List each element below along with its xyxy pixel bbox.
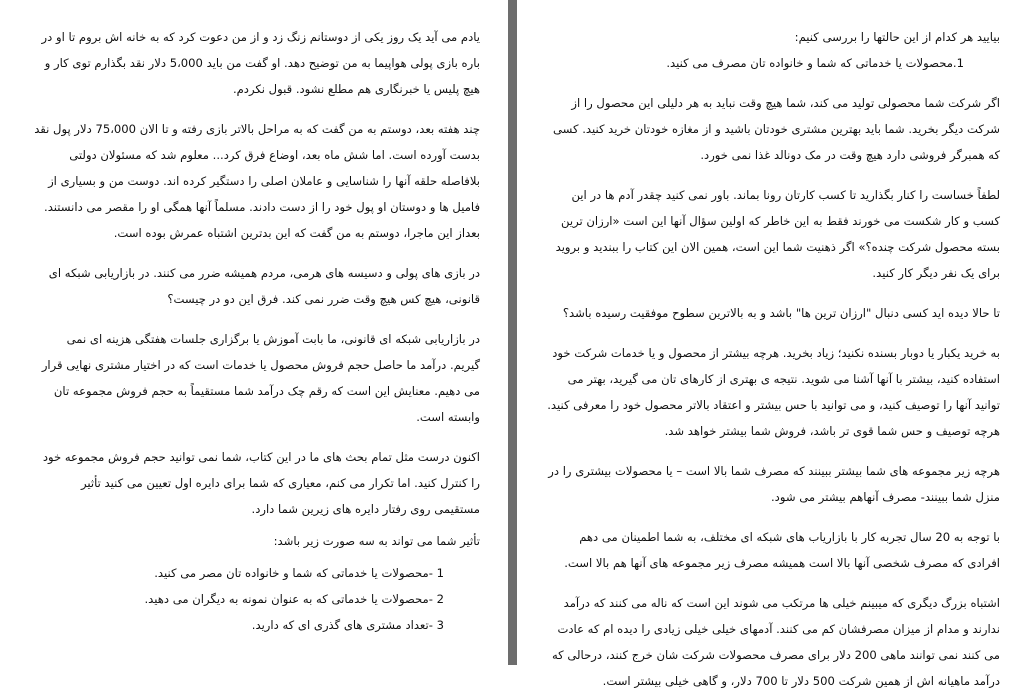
- right-paragraph-1: اگر شرکت شما محصولی تولید می کند، شما هیچ وقت نباید به هر دلیلی این محصول را از شرکت دیگر بخرید. شما باید بهترین مشتری خودتان باشید و از مغازه خودتان خرید کنید. کسی که همبرگر فروشی دارد هیچ وقت در مک دونالد غذا نمی خورد.: [552, 96, 1000, 162]
- left-paragraph-1: یادم می آید یک روز یکی از دوستانم زنگ زد و از من دعوت کرد که به خانه اش بروم تا او در باره بازی پولی هواپیما به من توضیح دهد. او گفت من باید 5،000 دلار نقد بگذارم توی کار و هیچ پلیس یا خبرنگاری هم مطلع نشود. قبول نکردم.: [41, 30, 480, 96]
- list-item-text: تعداد مشتری های گذری ای که دارید.: [251, 618, 429, 632]
- list-item: [34, 612, 480, 638]
- left-paragraph-3: در بازی های پولی و دسیسه های هرمی، مردم همیشه ضرر می کنند. در بازاریابی شبکه ای قانونی، هیچ کس هیچ وقت ضرر نمی کند. فرق این دو در چیست؟: [48, 266, 480, 306]
- right-paragraph-3: تا حالا دیده اید کسی دنبال "ارزان ترین ها" باشد و به بالاترین سطوح موفقیت رسیده باشد؟: [562, 306, 1000, 320]
- list-item-text: محصولات یا خدماتی که شما و خانواده تان مصرف می کنید.: [666, 56, 953, 70]
- right-paragraph-6: با توجه به 20 سال تجربه کار با بازاریاب های شبکه ای مختلف، به شما اطمینان می دهم افرادی که مصرف شخصی آنها بالا است همیشه مصرف زیر مجموعه های آنها هم بالا است.: [564, 530, 1000, 570]
- right-paragraph-5: هرچه زیر مجموعه های شما بیشتر ببینند که مصرف شما بالا است – یا محصولات بیشتری را در منزل شما ببینند- مصرف آنهاهم بیشتر می شود.: [548, 464, 1000, 504]
- list-item-number: 1 -: [428, 566, 444, 580]
- left-paragraph-4: در بازاریابی شبکه ای قانونی، ما بابت آموزش یا برگزاری جلسات هفتگی هزینه ای نمی گیریم. درآمد ما حاصل حجم فروش محصول یا خدمات است که در اختیار مشتری نهایی قرار می دهیم. معنایش این است که رقم چک درآمد شما مستقیماً به حجم فروش مجموعه تان وابسته است.: [41, 332, 480, 424]
- list-item-text: محصولات یا خدماتی که شما و خانواده تان مصر می کنید.: [154, 566, 429, 580]
- right-page: [517, 0, 1020, 688]
- left-page: [0, 0, 508, 665]
- right-intro: بیایید هر کدام از این حالتها را بررسی کنیم:: [794, 30, 1000, 44]
- list-item-number: 2 -: [428, 592, 444, 606]
- list-item-number: 3 -: [428, 618, 444, 632]
- list-item-number: 1.: [952, 56, 964, 70]
- right-paragraph-4: به خرید یکبار یا دوبار بسنده نکنید؛ زیاد بخرید. هرچه بیشتر از محصول و یا خدمات شرکت خود استفاده کنید، بیشتر با آنها آشنا می شوید. نتیجه ی بهتری از کارهای تان می گیرید، بهتر می توانید آنها را توصیف کنید، و می توانید با حس بیشتر و اعتقاد بالاتر محصول خود را معرفی کنید. هرچه توصیف و حس شما قوی تر باشد، فروش شما بیشتر خواهد شد.: [547, 346, 1000, 438]
- right-paragraph-7: اشتباه بزرگ دیگری که میبینم خیلی ها مرتکب می شوند این است که ناله می کنند که درآمد ندارند و مدام از میزان مصرفشان کم می کنند. آدمهای خیلی خیلی زیادی را دیده ام که عادت می کنند نمی توانند ماهی 200 دلار برای مصرف محصولات شرکت شان خرج کنند، درحالی که درآمد ماهیانه اش از همین شرکت 500 دلار تا 700 دلار، و گاهی خیلی بیشتر است.: [551, 596, 1000, 688]
- list-item: [34, 560, 480, 586]
- page-gutter: [508, 0, 517, 665]
- list-item: [34, 586, 480, 612]
- list-item-text: محصولات یا خدماتی که به عنوان نمونه به دیگران می دهید.: [144, 592, 429, 606]
- left-paragraph-2: چند هفته بعد، دوستم به من گفت که به مراحل بالاتر بازی رفته و تا الان 75،000 دلار پول نقد بدست آورده است. اما شش ماه بعد، اوضاع فرق کرد... معلوم شد که مسئولان دولتی بلافاصله حلقه آنها را شناسایی و عاملان اصلی را دستگیر کرده اند. دوست من و بسیاری از فامیل ها و دوستان او پول خود را از دست دادند. مسلماً آنها همگی او را مقصر می دانستند. بعداز این ماجرا، دوستم به من گفت که این بدترین اشتباه عمرش بوده است.: [34, 122, 480, 240]
- right-paragraph-2: لطفاً خساست را کنار بگذارید تا کسب کارتان رونا بماند. باور نمی کنید چقدر آدم ها در این کسب و کار شکست می خورند فقط به این خاطر که اولین سؤال آنها این است «ارزان ترین بسته محصول شرکت چنده؟» اگر ذهنیت شما این است، همین الان این کتاب را ببندید و بروید برای یک نفر دیگر کار کنید.: [555, 188, 1000, 280]
- left-paragraph-6: تأثیر شما می تواند به سه صورت زیر باشد:: [273, 534, 480, 548]
- right-list-item-1: [545, 50, 1000, 76]
- left-paragraph-5: اکنون درست مثل تمام بحث های ما در این کتاب، شما نمی توانید حجم فروش مجموعه خود را کنترل کنید. اما تکرار می کنم، معیاری که شما برای دایره اول تعیین می کنید تأثیر مستقیمی روی رفتار دایره های زیرین شما دارد.: [42, 450, 480, 516]
